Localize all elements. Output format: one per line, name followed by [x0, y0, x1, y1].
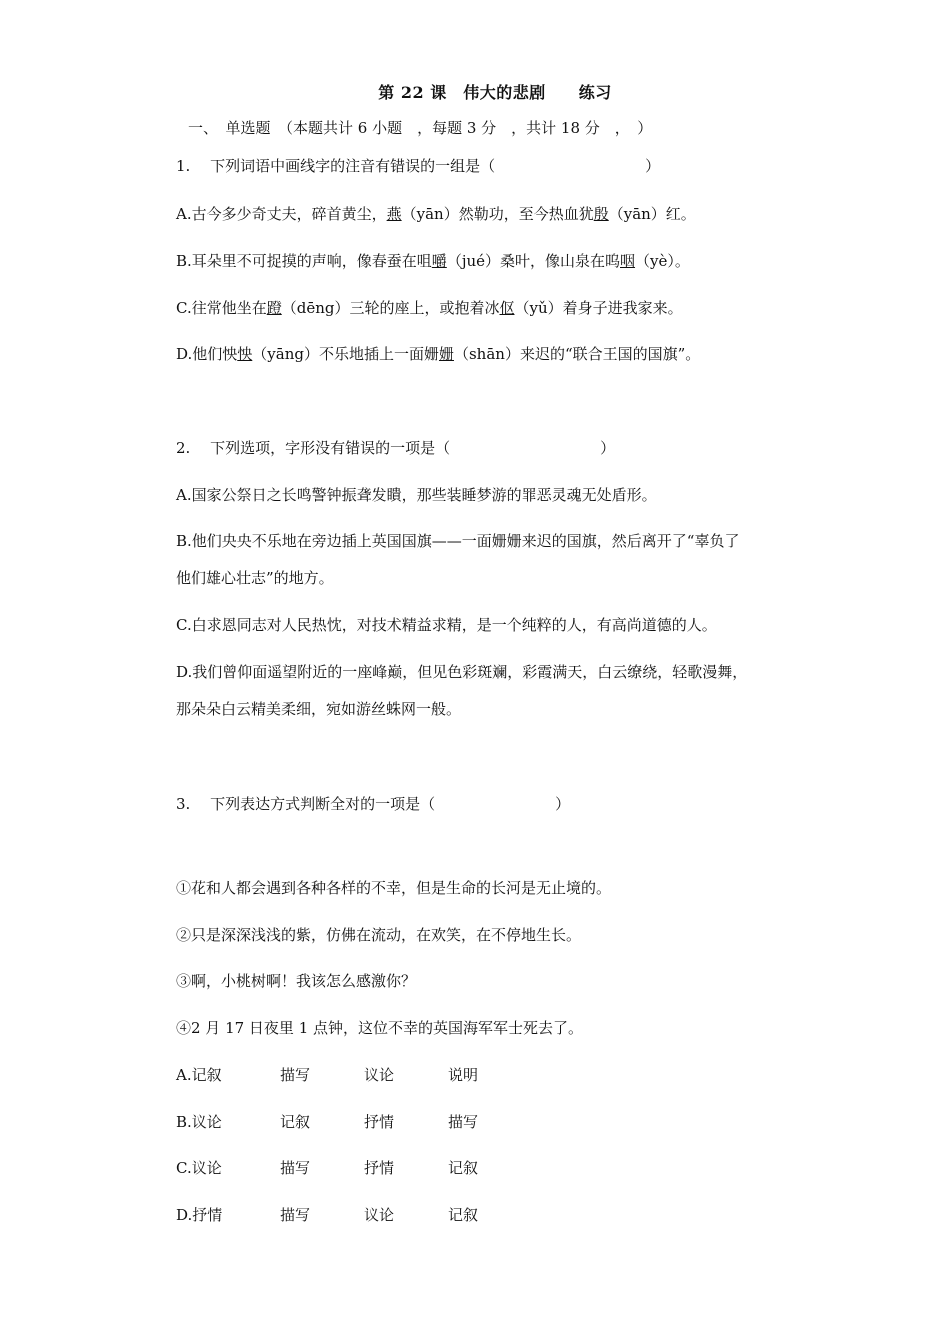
question-2-option-b: B.他们央央不乐地在旁边插上英国国旗——一面姗姗来迟的国旗，然后离开了“辜负了 — [176, 532, 740, 550]
question-3-option-c: C.议论 描写 抒情 记叙 — [176, 1159, 479, 1177]
question-3-sentence-3: ③啊，小桃树啊！我该怎么感激你？ — [176, 972, 417, 990]
question-2-option-d-continued: 那朵朵白云精美柔细，宛如游丝蛛网一般。 — [176, 700, 462, 718]
question-3-sentence-1: ①花和人都会遇到各种各样的不幸，但是生命的长河是无止境的。 — [176, 879, 612, 897]
question-2-option-a: A.国家公祭日之长鸣警钟振聋发瞶，那些装睡梦游的罪恶灵魂无处盾形。 — [176, 486, 657, 504]
question-1-option-a: A.古今多少奇丈夫，碎首黄尘，燕（yān）然勒功，至今热血犹殷（yān）红。 — [176, 205, 696, 223]
question-3-stem: 3. 下列表达方式判断全对的一项是（ ） — [176, 795, 571, 813]
page-title: 第 22 课 伟大的悲剧 练习 — [378, 83, 612, 102]
question-3-option-a: A.记叙 描写 议论 说明 — [176, 1066, 479, 1084]
question-3-sentence-2: ②只是深深浅浅的紫，仿佛在流动，在欢笑，在不停地生长。 — [176, 926, 582, 944]
question-2-option-c: C.白求恩同志对人民热忱，对技术精益求精，是一个纯粹的人，有高尚道德的人。 — [176, 616, 717, 634]
question-1-stem: 1. 下列词语中画线字的注音有错误的一组是（ ） — [176, 157, 661, 175]
question-1-option-d: D.他们怏怏（yāng）不乐地插上一面姗姗（shān）来迟的“联合王国的国旗”。 — [176, 345, 701, 363]
question-3-option-d: D.抒情 描写 议论 记叙 — [176, 1206, 479, 1224]
question-3-option-b: B.议论 记叙 抒情 描写 — [176, 1113, 479, 1131]
section-header: 一、 单选题 （本题共计 6 小题 ，每题 3 分 ，共计 18 分 ， ） — [188, 119, 653, 137]
question-1-option-b: B.耳朵里不可捉摸的声响，像春蚕在咀嚼（jué）桑叶，像山泉在呜咽（yè）。 — [176, 252, 690, 270]
question-2-option-d: D.我们曾仰面遥望附近的一座峰巅，但见色彩斑斓，彩霞满天，白云缭绕，轻歌漫舞， — [176, 663, 748, 681]
question-2-stem: 2. 下列选项，字形没有错误的一项是（ ） — [176, 439, 616, 457]
question-1-option-c: C.往常他坐在蹬（dēng）三轮的座上，或抱着冰伛（yǔ）着身子进我家来。 — [176, 299, 683, 317]
question-3-sentence-4: ④2 月 17 日夜里 1 点钟，这位不幸的英国海军军士死去了。 — [176, 1019, 584, 1037]
question-2-option-b-continued: 他们雄心壮志”的地方。 — [176, 569, 334, 587]
